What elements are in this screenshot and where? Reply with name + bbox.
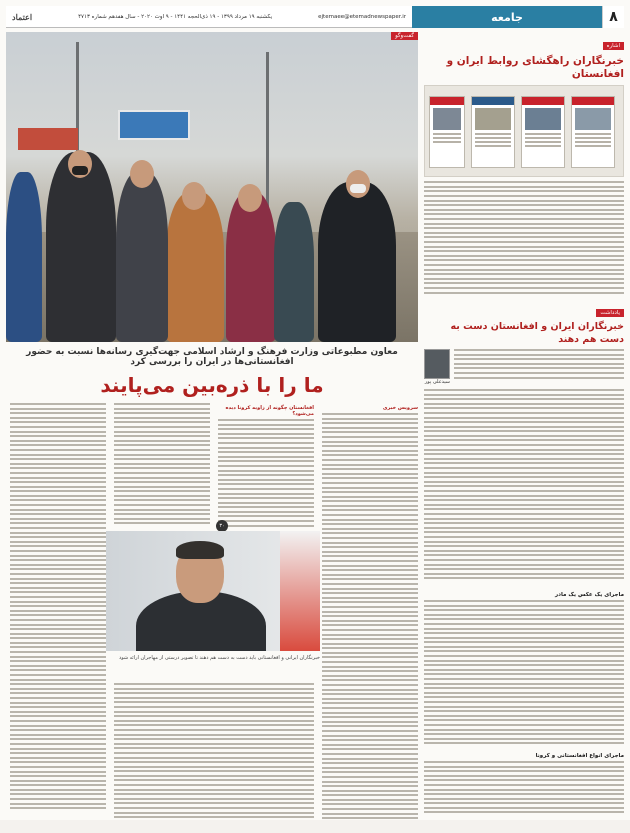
interviewee-portrait bbox=[106, 531, 320, 651]
migrant-head bbox=[182, 182, 206, 210]
author-block bbox=[424, 349, 624, 385]
lead-subtitle: معاون مطبوعاتی وزارت فرهنگ و ارشاد اسلامی جهت‌گیری رسانه‌ها نسبت به حضور افغانستانی‌ها در ایران را بررسی کرد bbox=[26, 347, 398, 367]
kicker-interview: گفت‌وگو bbox=[391, 32, 418, 40]
kicker-intro: اشاره bbox=[603, 42, 624, 50]
billboard bbox=[118, 110, 190, 140]
thumbnail-4 bbox=[429, 96, 465, 168]
column-label: سرویس خبری bbox=[382, 405, 418, 411]
migrant-figure bbox=[226, 192, 276, 342]
migrant-figure bbox=[274, 202, 314, 342]
thumbnail-3 bbox=[471, 96, 515, 168]
subhead-corona: ماجرای انواع افغانستانی و کرونا bbox=[535, 752, 624, 759]
section-title: جامعه bbox=[412, 6, 602, 28]
page-badge: ۳۰ bbox=[216, 520, 228, 532]
subhead-mother-photo: ماجرای یک عکس یک مادر bbox=[554, 591, 624, 598]
newspaper-thumbnails bbox=[424, 85, 624, 177]
main-article bbox=[6, 32, 418, 814]
face-mask bbox=[350, 184, 366, 193]
text-column-4 bbox=[10, 403, 106, 812]
migrant-figure bbox=[46, 152, 116, 342]
migrant-head bbox=[238, 184, 262, 212]
portrait-hair bbox=[176, 541, 224, 559]
text-column-2 bbox=[218, 403, 314, 527]
corona-text bbox=[424, 761, 624, 817]
page-number: ۸ bbox=[602, 6, 624, 28]
migrant-figure bbox=[166, 192, 224, 342]
migrant-figure bbox=[318, 182, 396, 342]
text-column-3 bbox=[114, 403, 210, 527]
sign bbox=[18, 128, 78, 150]
header-meta bbox=[6, 6, 412, 28]
article-columns bbox=[6, 403, 418, 833]
author-name: سیدعلی پور bbox=[424, 378, 450, 385]
text-column-bottom bbox=[114, 683, 314, 821]
note-lead bbox=[454, 349, 624, 383]
author-photo bbox=[424, 349, 450, 379]
right-column bbox=[424, 32, 624, 814]
text-column-1 bbox=[322, 403, 418, 822]
email-link[interactable]: ejtemaee@etemadnewspaper.ir bbox=[318, 13, 406, 20]
migrant-head bbox=[130, 160, 154, 188]
thumbnail-1 bbox=[571, 96, 615, 168]
date-line: یکشنبه ۱۹ مرداد ۱۳۹۹ - ۱۹ ذی‌الحجه ۱۴۴۱ - ۹ اوت ۲۰۲۰ - سال هفدهم شماره ۴۷۱۳ bbox=[78, 13, 273, 20]
migrant-figure bbox=[6, 172, 42, 342]
lead-photo bbox=[6, 32, 418, 342]
article-title-2[interactable]: خبرنگاران ایران و افغانستان دست به دست هم دهند bbox=[450, 321, 624, 345]
note-text bbox=[424, 389, 624, 589]
intro-text bbox=[424, 181, 624, 299]
page-header bbox=[6, 6, 624, 28]
article-title-1[interactable]: خبرنگاران راهگشای روابط ایران و افغانستان bbox=[446, 55, 624, 81]
thumbnail-2 bbox=[521, 96, 565, 168]
photo-caption: خبرنگاران ایرانی و افغانستانی باید دست به دست هم دهند تا تصویر درستی از مهاجران ارائه شود bbox=[119, 655, 320, 661]
newspaper-logo: اعتماد bbox=[12, 11, 33, 22]
lead-title[interactable]: ما را با ذره‌بین می‌پایند bbox=[100, 373, 324, 397]
kicker-note: یادداشت bbox=[596, 309, 624, 317]
migrant-figure bbox=[116, 172, 168, 342]
mother-photo-text bbox=[424, 600, 624, 750]
face-mask bbox=[72, 166, 88, 175]
column-question: افغانستان چگونه از زاویه کرونا دیده می‌شود؟ bbox=[225, 405, 314, 417]
flag-background bbox=[280, 531, 320, 651]
